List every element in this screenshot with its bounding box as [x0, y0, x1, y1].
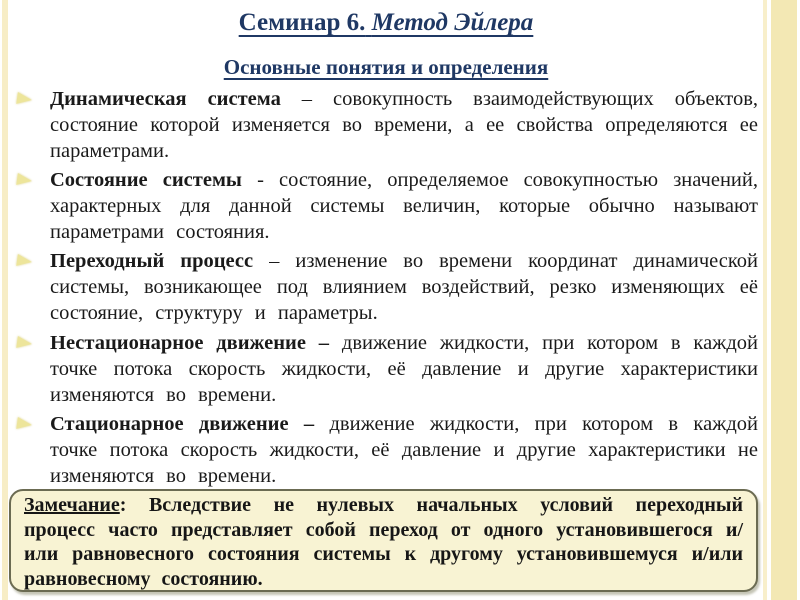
definition-item-dynamic-system: [14, 86, 758, 164]
definition-item-transient-process: [14, 248, 758, 326]
right-edge-thin-stripe: [763, 0, 767, 600]
title-regular-part: Семинар 6.: [238, 9, 366, 36]
right-edge-band: [771, 0, 797, 600]
definition-item-nonstationary-motion: [14, 330, 758, 408]
definition-text: Состояние системы - состояние, определяемое совокупностью значений, характерных для данной системы величин, которые обычно называют параметрами состояния.: [50, 169, 758, 243]
left-edge-stripe: [2, 0, 8, 600]
note-colon: :: [119, 494, 127, 516]
note-box: [9, 489, 758, 592]
title-italic-part: Метод Эйлера: [371, 9, 534, 36]
arrow-bullet-icon: [16, 173, 33, 187]
note-label: Замечание: [24, 494, 120, 516]
slide-subtitle: Основные понятия и определения: [223, 55, 549, 79]
arrow-bullet-icon: [16, 336, 33, 350]
arrow-bullet-icon: [16, 417, 33, 431]
slide-title: [14, 8, 758, 38]
note-body: Вследствие не нулевых начальных условий переходный процесс часто представляет собой переход от одного установившегося и/или равновесного состояния системы к другому установившемуся и/или равновесному состоянию.: [24, 494, 743, 590]
definition-text: Переходный процесс – изменение во времени координат динамической системы, возникающее под влиянием воздействий, резко изменяющих её состояние, структуру и параметры.: [50, 250, 758, 324]
definition-text: Стационарное движение – движение жидкости, при котором в каждой точке потока скорость жидкости, её давление и другие характеристики не изменяются во времени.: [50, 413, 758, 487]
note-text: [24, 493, 743, 591]
definition-text: Нестационарное движение – движение жидкости, при котором в каждой точке потока скорость жидкости, её давление и другие характеристики изменяются во времени.: [50, 332, 758, 406]
definition-item-system-state: [14, 167, 758, 245]
arrow-bullet-icon: [16, 254, 33, 268]
definition-text: Динамическая система – совокупность взаимодействующих объектов, состояние которой изменяется во времени, а ее свойства определяются ее параметрами.: [50, 88, 759, 162]
arrow-bullet-icon: [16, 92, 33, 106]
definition-item-stationary-motion: [14, 411, 758, 489]
slide-content: [14, 8, 758, 492]
